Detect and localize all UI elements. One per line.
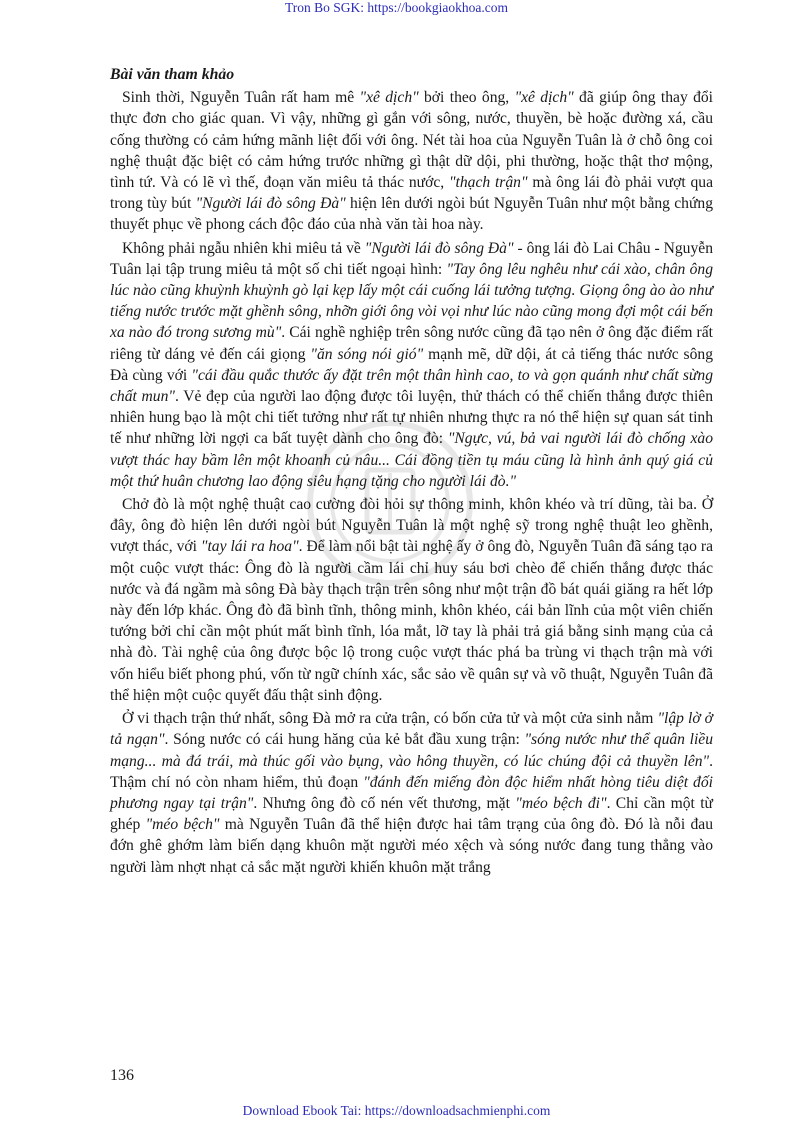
italic-quote: "Người lái đò sông Đà"	[364, 239, 514, 257]
italic-quote: "méo bệch đi"	[515, 794, 607, 812]
text-run: bởi theo ông,	[418, 89, 515, 107]
italic-quote: "đánh đến miếng đòn độc hiểm nhất hòng tiêu diệt đối phương ngay tại trận"	[110, 773, 713, 812]
text-run: Không phải ngẫu nhiên khi miêu tả về	[122, 239, 365, 257]
italic-quote: "thạch trận"	[448, 174, 528, 192]
italic-quote: "Ngực, vú, bả vai người lái đò chống xào vượt thác hay bầm lên một khoanh củ nâu... Cái đồng tiền tụ máu cũng là hình ảnh quý giá củ một thứ huân chương lao động siêu hạng tặng cho người lái đò."	[110, 430, 714, 490]
text-run: Sinh thời, Nguyễn Tuân rất ham mê	[122, 89, 360, 107]
page-number: 136	[110, 1067, 134, 1084]
paragraph	[110, 494, 713, 706]
italic-quote: "Tay ông lêu nghêu như cái xào, chân ông lúc nào cũng khuỳnh khuỳnh gò lại kẹp lấy một cái cuống lái tưởng tượng. Giọng ông ào ào như tiếng nước trước mặt ghềnh sông, nhỡn giới ông vòi vọi như lúc nào cũng mong đợi một cái bến xa nào đó trong sương mù"	[110, 260, 713, 342]
text-run: mà ông lái đò phải vượt qua trong tùy bút	[110, 174, 713, 213]
italic-quote: "lập lờ ở tả ngạn"	[110, 710, 714, 749]
footer-download-link[interactable]: Download Ebook Tai: https://downloadsachmienphi.com	[242, 1103, 551, 1118]
italic-quote: "Người lái đò sông Đà"	[195, 195, 346, 213]
text-run: Chở đò là một nghệ thuật cao cường đòi hỏi sự thông minh, khôn khéo và trí dũng, tài ba. Ở đây, ông đò hiện lên dưới ngòi bút Nguyễn Tuân là một nghệ sỹ trong nghệ thuật leo ghềnh, vượt thác, với	[110, 496, 713, 556]
text-run: Ở vi thạch trận thứ nhất, sông Đà mở ra cửa trận, có bốn cửa tử và một cửa sinh nằm	[122, 710, 658, 728]
italic-quote: "xê dịch"	[514, 89, 574, 107]
paragraph	[110, 238, 713, 492]
text-run: . Nhưng ông đò cố nén vết thương, mặt	[253, 794, 516, 812]
section-heading: Bài văn tham khảo	[110, 66, 235, 83]
italic-quote: "ăn sóng nói gió"	[310, 345, 424, 363]
italic-quote: "sóng nước như thể quân liều mạng... mà đá trái, mà thúc gối vào bụng, vào hông thuyền, có lúc chúng đội cả thuyền lên"	[110, 731, 714, 770]
paragraph	[110, 708, 713, 878]
italic-quote: "méo bệch"	[145, 816, 220, 834]
text-run: hiện lên dưới ngòi bút Nguyễn Tuân như một bằng chứng thuyết phục về phong cách độc đáo của nhà văn tài hoa này.	[110, 195, 714, 234]
text-run: . Cái nghề nghiệp trên sông nước cũng đã tạo nên ở ông đặc điểm rất riêng từ dáng vẻ đến cái giọng	[110, 324, 713, 363]
document-body	[110, 64, 713, 880]
article-paragraphs	[110, 87, 713, 878]
text-run: . Thậm chí nó còn nham hiểm, thủ đoạn	[110, 752, 713, 791]
text-run: mạnh mẽ, dữ dội, át cả tiếng thác nước sông Đà cùng với	[110, 345, 714, 384]
header-download-link[interactable]: Tron Bo SGK: https://bookgiaokhoa.com	[284, 0, 508, 15]
italic-quote: "tay lái ra hoa"	[200, 538, 299, 556]
italic-quote: "xê dịch"	[359, 89, 419, 107]
text-run: . Để làm nổi bật tài nghệ ấy ở ông đò, Nguyễn Tuân đã sáng tạo ra một cuộc vượt thác: Ông đò là người cầm lái chỉ huy sáu bơi chèo để chiến thắng được thác nước và đá ngầm mà sông Đà bày thạch trận trên sông như một trận đồ bát quái giăng ra hết lớp này đến lớp khác. Ông đò đã bình tĩnh, thông minh, khôn khéo, cái bản lĩnh của một viên chiến tướng bởi chỉ cần một phút mất bình tĩnh, lóa mắt, lỡ tay là phải trả giá bằng sinh mạng của cả nhà đò. Tài nghệ của ông được bộc lộ trong cuộc vượt thác phá ba trùng vi thạch trận mà với vốn hiểu biết phong phú, vốn từ ngữ chính xác, sắc sảo về quân sự và võ thuật, Nguyễn Tuân đã thể hiện một cuộc quyết đấu thật sinh động.	[110, 538, 713, 704]
paragraph	[110, 87, 713, 235]
italic-quote: "cái đầu quắc thước ấy đặt trên một thân hình cao, to và gọn quánh như chất sừng chất mun"	[110, 366, 713, 406]
text-run: đã giúp ông thay đổi thực đơn cho giác quan. Vì vậy, những gì gắn với sông, nước, thuyền, bè hoặc đường xá, cầu cống thường có cảm hứng mãnh liệt đối với ông. Nét tài hoa của Nguyễn Tuân là ở chỗ ông coi nghệ thuật đặc biệt có cảm hứng trước những gì thật dữ dội, phi thường, hoặc thật thơ mộng, tình tứ. Và có lẽ vì thế, đoạn văn miêu tả thác nước,	[110, 89, 714, 192]
text-run: . Sóng nước có cái hung hăng của kẻ bắt đầu xung trận:	[164, 731, 525, 749]
text-run: . Vẻ đẹp của người lao động được tôi luyện, thử thách có thể chiến thắng được thiên nhiên hung bạo là một chi tiết tưởng như rất tự nhiên nhưng thực ra nó thể hiện sự quan sát tinh tế như những lời ngợi ca bất tuyệt dành cho ông đò:	[110, 388, 714, 448]
text-run: - ông lái đò Lai Châu - Nguyễn Tuân lại tập trung miêu tả một số chi tiết ngoại hình:	[110, 239, 713, 278]
text-run: . Chỉ cần một từ ghép	[110, 794, 714, 834]
text-run: mà Nguyễn Tuân đã thể hiện được hai tâm trạng của ông đò. Đó là nỗi đau đớn ghê ghớm làm biến dạng khuôn mặt người méo xệch và sóng nước đang tung thẳng vào người làm nhợt nhạt cả sắc mặt người khiến khuôn mặt trắng	[110, 816, 714, 876]
